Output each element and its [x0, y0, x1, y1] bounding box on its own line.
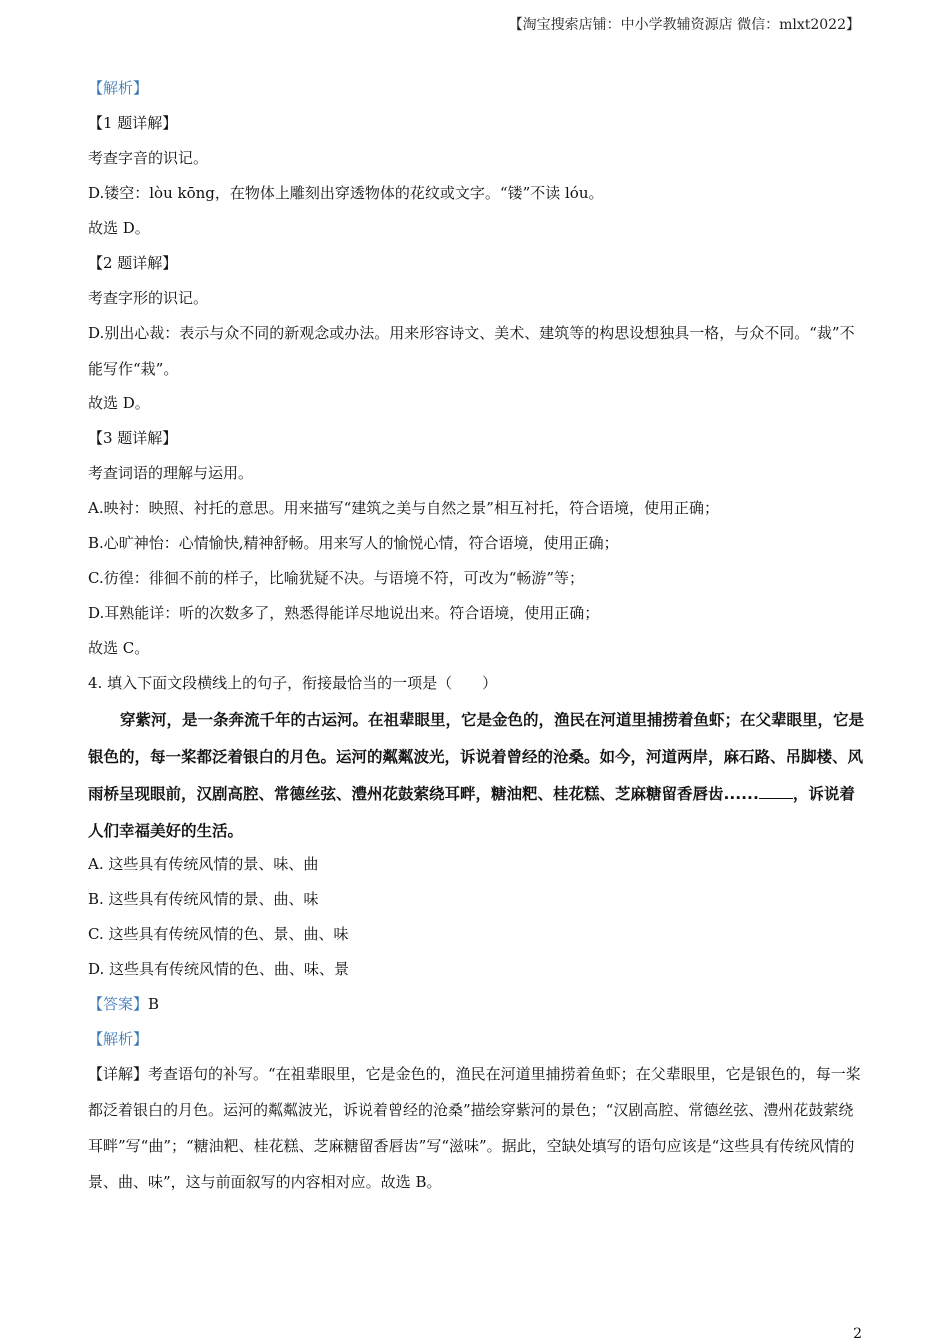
q4-option-a: A. 这些具有传统风情的景、味、曲 — [88, 855, 319, 873]
q1-line-1: 考查字音的识记。 — [88, 149, 209, 167]
q3-title: 【3 题详解】 — [88, 429, 178, 447]
q2-line-3: 故选 D。 — [88, 394, 150, 412]
q1-line-2: D.镂空：lòu kōng，在物体上雕刻出穿透物体的花纹或文字。“镂”不读 lóu。 — [88, 184, 604, 202]
q3-option-d: D.耳熟能详：听的次数多了，熟悉得能详尽地说出来。符合语境，使用正确； — [88, 604, 600, 622]
document-body — [88, 78, 866, 1200]
analysis-heading: 【解析】 — [88, 79, 149, 97]
q4-answer — [88, 994, 866, 1014]
q4-option-d: D. 这些具有传统风情的色、曲、味、景 — [88, 960, 350, 978]
q3-option-b: B.心旷神怡：心情愉快,精神舒畅。用来写人的愉悦心情，符合语境，使用正确； — [88, 534, 619, 552]
q1-line-3: 故选 D。 — [88, 219, 150, 237]
q2-line-2: D.别出心裁：表示与众不同的新观念或办法。用来形容诗文、美术、建筑等的构思设想独具一格，与众不同。“裁”不能写作“栽”。 — [88, 324, 855, 378]
q1-title: 【1 题详解】 — [88, 114, 178, 132]
q4-passage — [88, 702, 866, 850]
detail-text: 考查语句的补写。“在祖辈眼里，它是金色的，渔民在河道里捕捞着鱼虾；在父辈眼里，它是银色的，每一桨都泛着银白的月色。运河的粼粼波光，诉说着曾经的沧桑”描绘穿紫河的景色；“汉剧高腔、常德丝弦、澧州花鼓萦绕耳畔”写“曲”；“糖油粑、桂花糕、芝麻糖留香唇齿”写“滋味”。据此，空缺处填写的语句应该是“这些具有传统风情的景、曲、味”，这与前面叙写的内容相对应。故选 B。 — [88, 1065, 861, 1191]
q4-detail — [88, 1056, 866, 1200]
q2-title: 【2 题详解】 — [88, 254, 178, 272]
q4-option-c: C. 这些具有传统风情的色、景、曲、味 — [88, 925, 349, 943]
q4-passage-after: ，诉说着人们幸福美好的生活。 — [88, 785, 855, 840]
q4-stem: 4. 填入下面文段横线上的句子，衔接最恰当的一项是（ ） — [88, 674, 498, 692]
q4-passage-before: 穿紫河，是一条奔流千年的古运河。在祖辈眼里，它是金色的，渔民在河道里捕捞着鱼虾；在父辈眼里，它是银色的，每一桨都泛着银白的月色。运河的粼粼波光，诉说着曾经的沧桑。如今，河道两岸，麻石路、吊脚楼、风雨桥呈现眼前，汉剧高腔、常德丝弦、澧州花鼓萦绕耳畔，糖油粑、桂花糕、芝麻糖留香唇齿...... — [88, 711, 865, 803]
detail-label: 【详解】 — [88, 1065, 149, 1083]
page-number: 2 — [853, 1326, 862, 1342]
page-header: 【淘宝搜索店铺：中小学教辅资源店 微信：mlxt2022】 — [508, 17, 860, 33]
fill-blank — [759, 784, 793, 799]
q3-option-c: C.彷徨：徘徊不前的样子，比喻犹疑不决。与语境不符，可改为“畅游”等； — [88, 569, 585, 587]
q4-analysis-heading: 【解析】 — [88, 1030, 149, 1048]
q4-option-b: B. 这些具有传统风情的景、曲、味 — [88, 890, 319, 908]
answer-label: 【答案】 — [88, 995, 149, 1013]
q3-line-3: 故选 C。 — [88, 639, 150, 657]
answer-value: B — [148, 995, 160, 1013]
q3-option-a: A.映衬：映照、衬托的意思。用来描写“建筑之美与自然之景”相互衬托，符合语境，使用正确； — [88, 499, 719, 517]
q2-line-1: 考查字形的识记。 — [88, 289, 209, 307]
q3-line-1: 考查词语的理解与运用。 — [88, 464, 254, 482]
